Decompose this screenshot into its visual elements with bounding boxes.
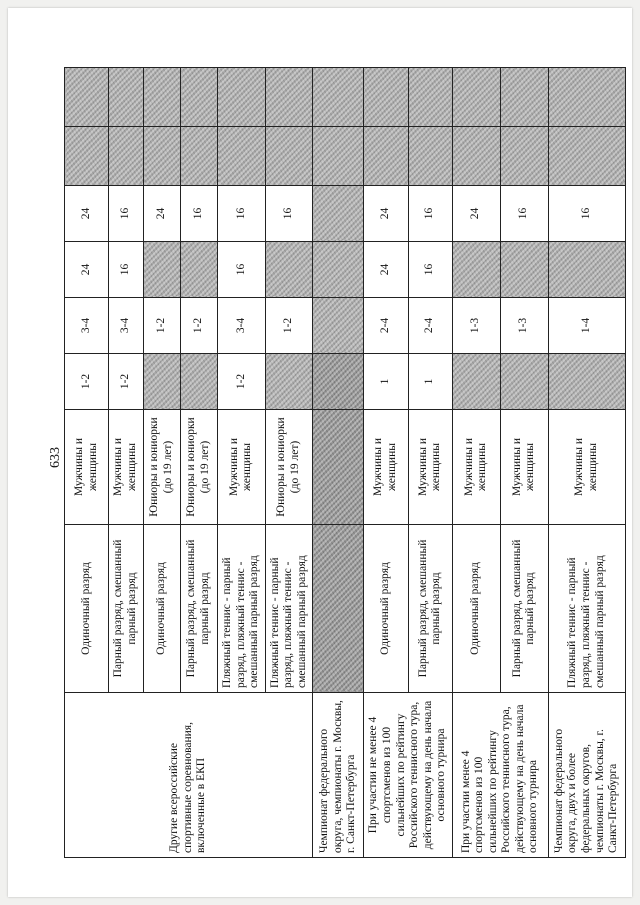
value-cell: 16: [109, 242, 144, 298]
group-title: Другие всероссийские спортивные соревнования, включенные в ЕКП: [65, 693, 313, 858]
value-cell: 24: [364, 242, 408, 298]
discipline-cell: Пляжный теннис - парный разряд, пляжный теннис - смешанный парный разряд: [218, 525, 266, 693]
discipline-cell: Одиночный разряд: [144, 525, 181, 693]
shaded-cell: [313, 525, 364, 693]
discipline-cell: Парный разряд, смешанный парный разряд: [109, 525, 144, 693]
value-cell: 24: [65, 242, 109, 298]
value-cell: 3-4: [65, 298, 109, 354]
table-row: [548, 68, 625, 858]
shaded-cell: [144, 127, 181, 186]
shaded-cell: [181, 127, 218, 186]
shaded-cell: [144, 68, 181, 127]
shaded-cell: [313, 298, 364, 354]
shaded-cell: [313, 127, 364, 186]
shaded-cell: [548, 68, 625, 127]
value-cell: 1-3: [500, 298, 548, 354]
group-title: При участии не менее 4 спортсменов из 100 сильнейших по рейтингу Российского теннисного тура, действующему на день начала основного турнира: [364, 693, 452, 858]
value-cell: 1-2: [109, 354, 144, 410]
value-cell: 2-4: [364, 298, 408, 354]
shaded-cell: [452, 68, 500, 127]
shaded-cell: [548, 127, 625, 186]
gender-cell: Мужчины и женщины: [65, 410, 109, 525]
value-cell: 24: [144, 186, 181, 242]
shaded-cell: [313, 242, 364, 298]
value-cell: 16: [408, 242, 452, 298]
value-cell: 1: [408, 354, 452, 410]
shaded-cell: [313, 186, 364, 242]
table-row: [452, 68, 500, 858]
gender-cell: Мужчины и женщины: [500, 410, 548, 525]
document-page: [8, 8, 632, 897]
shaded-cell: [364, 127, 408, 186]
rotated-table-wrapper: [64, 68, 620, 858]
table-row: [65, 68, 109, 858]
shaded-cell: [500, 68, 548, 127]
value-cell: 1-2: [218, 354, 266, 410]
value-cell: 16: [218, 186, 266, 242]
discipline-cell: Парный разряд, смешанный парный разряд: [500, 525, 548, 693]
value-cell: 16: [548, 186, 625, 242]
gender-cell: Мужчины и женщины: [452, 410, 500, 525]
discipline-cell: Парный разряд, смешанный парный разряд: [408, 525, 452, 693]
value-cell: 16: [181, 186, 218, 242]
shaded-cell: [218, 68, 266, 127]
gender-cell: Мужчины и женщины: [109, 410, 144, 525]
value-cell: 1: [364, 354, 408, 410]
value-cell: [265, 354, 313, 410]
value-cell: 3-4: [109, 298, 144, 354]
shaded-cell: [65, 68, 109, 127]
value-cell: 24: [452, 186, 500, 242]
value-cell: [181, 354, 218, 410]
value-cell: 16: [218, 242, 266, 298]
value-cell: [144, 242, 181, 298]
value-cell: [181, 242, 218, 298]
value-cell: 16: [109, 186, 144, 242]
gender-cell: Мужчины и женщины: [408, 410, 452, 525]
value-cell: [548, 242, 625, 298]
shaded-cell: [313, 410, 364, 525]
value-cell: 1-2: [65, 354, 109, 410]
discipline-cell: Одиночный разряд: [65, 525, 109, 693]
value-cell: 1-4: [548, 298, 625, 354]
shaded-cell: [408, 68, 452, 127]
discipline-cell: Одиночный разряд: [364, 525, 408, 693]
discipline-cell: Одиночный разряд: [452, 525, 500, 693]
value-cell: [500, 242, 548, 298]
shaded-cell: [218, 127, 266, 186]
value-cell: [500, 354, 548, 410]
gender-cell: Мужчины и женщины: [548, 410, 625, 525]
shaded-cell: [313, 354, 364, 410]
gender-cell: Юниоры и юниорки (до 19 лет): [181, 410, 218, 525]
value-cell: [452, 242, 500, 298]
value-cell: 16: [265, 186, 313, 242]
competition-table: [64, 67, 626, 858]
shaded-cell: [364, 68, 408, 127]
value-cell: [452, 354, 500, 410]
group-title: При участии менее 4 спортсменов из 100 сильнейших по рейтингу Российского теннисного тура, действующему на день начала основного турнира: [452, 693, 548, 858]
gender-cell: Юниоры и юниорки (до 19 лет): [265, 410, 313, 525]
shaded-cell: [265, 127, 313, 186]
shaded-cell: [313, 68, 364, 127]
value-cell: 16: [500, 186, 548, 242]
group-title: Чемпионат федерального округа, чемпионаты г. Москвы, г. Санкт-Петербурга: [313, 693, 364, 858]
value-cell: 1-3: [452, 298, 500, 354]
shaded-cell: [408, 127, 452, 186]
group-title: Чемпионат федерального округа, двух и более федеральных округов, чемпионаты г. Москвы, г. Санкт-Петербурга: [548, 693, 625, 858]
value-cell: 1-2: [265, 298, 313, 354]
table-row: [364, 68, 408, 858]
value-cell: 16: [408, 186, 452, 242]
discipline-cell: Пляжный теннис - парный разряд, пляжный теннис - смешанный парный разряд: [265, 525, 313, 693]
shaded-cell: [452, 127, 500, 186]
value-cell: 2-4: [408, 298, 452, 354]
page-number: 633: [48, 447, 63, 468]
discipline-cell: Парный разряд, смешанный парный разряд: [181, 525, 218, 693]
value-cell: [265, 242, 313, 298]
value-cell: [144, 354, 181, 410]
value-cell: 1-2: [181, 298, 218, 354]
discipline-cell: Пляжный теннис - парный разряд, пляжный теннис - смешанный парный разряд: [548, 525, 625, 693]
value-cell: [548, 354, 625, 410]
shaded-cell: [109, 127, 144, 186]
value-cell: 3-4: [218, 298, 266, 354]
shaded-cell: [500, 127, 548, 186]
shaded-cell: [181, 68, 218, 127]
value-cell: 24: [364, 186, 408, 242]
gender-cell: Мужчины и женщины: [218, 410, 266, 525]
shaded-cell: [65, 127, 109, 186]
gender-cell: Юниоры и юниорки (до 19 лет): [144, 410, 181, 525]
value-cell: 24: [65, 186, 109, 242]
shaded-cell: [109, 68, 144, 127]
gender-cell: Мужчины и женщины: [364, 410, 408, 525]
value-cell: 1-2: [144, 298, 181, 354]
table-row: [313, 68, 364, 858]
shaded-cell: [265, 68, 313, 127]
